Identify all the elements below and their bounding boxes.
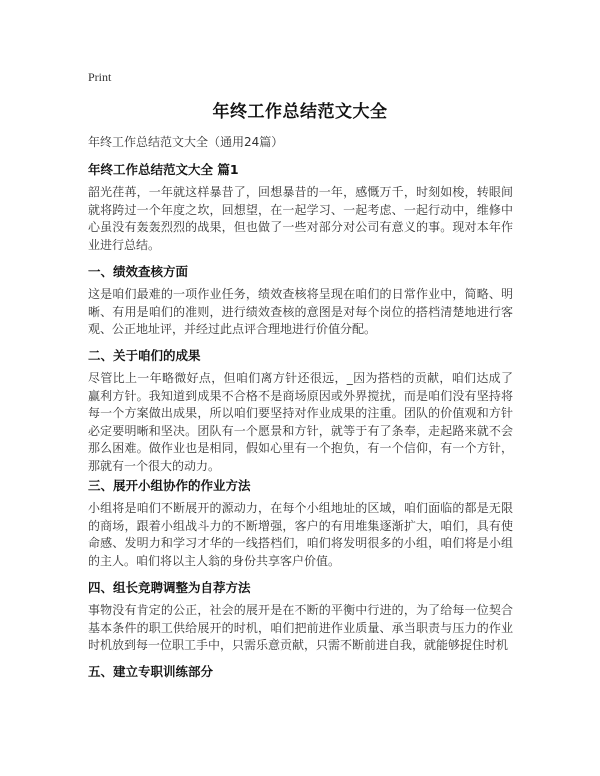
- section-heading-2: 二、关于咱们的成果: [88, 348, 201, 363]
- section-body-4: 事物没有肯定的公正，社会的展开是在不断的平衡中行进的，为了给每一位契合基本条件的职工供给展开的时机，咱们把前进作业质量、承当职责与压力的作业时机放到每一位职工手中，只需乐意贡献，只需不断前进自我，就能够捉住时机: [88, 603, 513, 653]
- article-heading: 年终工作总结范文大全 篇1: [88, 162, 239, 177]
- section-heading-5: 五、建立专职训练部分: [88, 664, 214, 679]
- intro-paragraph: 韶光荏苒，一年就这样暴昔了，回想暴昔的一年，感慨万千，时刻如梭，转眼间就将跨过一个年度之坎，回想望，在一起学习、一起考虑、一起行动中，维修中心虽没有轰轰烈烈的战果，但也做了一些对部分对公司有意义的事。现对本年作业进行总结。: [88, 185, 513, 252]
- document-subtitle: 年终工作总结范文大全（通用24篇）: [88, 135, 284, 149]
- section-body-1: 这是咱们最难的一项作业任务，绩效查核将呈现在咱们的日常作业中，简略、明晰、有用是咱们的准则，进行绩效查核的意图是对每个岗位的搭档清楚地进行客观、公正地址评，并经过此点评合理地进行价值分配。: [88, 287, 513, 337]
- section-body-2: 尽管比上一年略微好点，但咱们离方针还很远，_因为搭档的贡献，咱们达成了赢利方针。我知道到成果不合格不是商场原因或外界搅扰，而是咱们没有坚持将每一个方案做出成果，所以咱们要坚持对作业成果的注重。团队的价值观和方针必定要明晰和坚决。团队有一个愿景和方针，就等于有了条奉，走起路来就不会那么困难。做作业也是相同，假如心里有一个抱负，有一个信仰，有一个方针，那就有一个很大的动力。: [88, 371, 513, 473]
- section-heading-3: 三、展开小组协作的作业方法: [88, 478, 251, 493]
- section-heading-1: 一、绩效查核方面: [88, 264, 189, 279]
- section-heading-4: 四、组长竞聘调整为自荐方法: [88, 580, 251, 595]
- document-title: 年终工作总结范文大全: [212, 102, 388, 122]
- section-body-3: 小组将是咱们不断展开的源动力，在每个小组地址的区域，咱们面临的都是无限的商场，跟着小组战斗力的不断增强，客户的有用堆集逐渐扩大，咱们，具有使命感、发明力和学习才华的一线搭档们，咱们将发明很多的小组，咱们将是小组的主人。咱们将以主人翁的身份共享客户价值。: [88, 501, 513, 568]
- print-link[interactable]: Print: [88, 70, 112, 84]
